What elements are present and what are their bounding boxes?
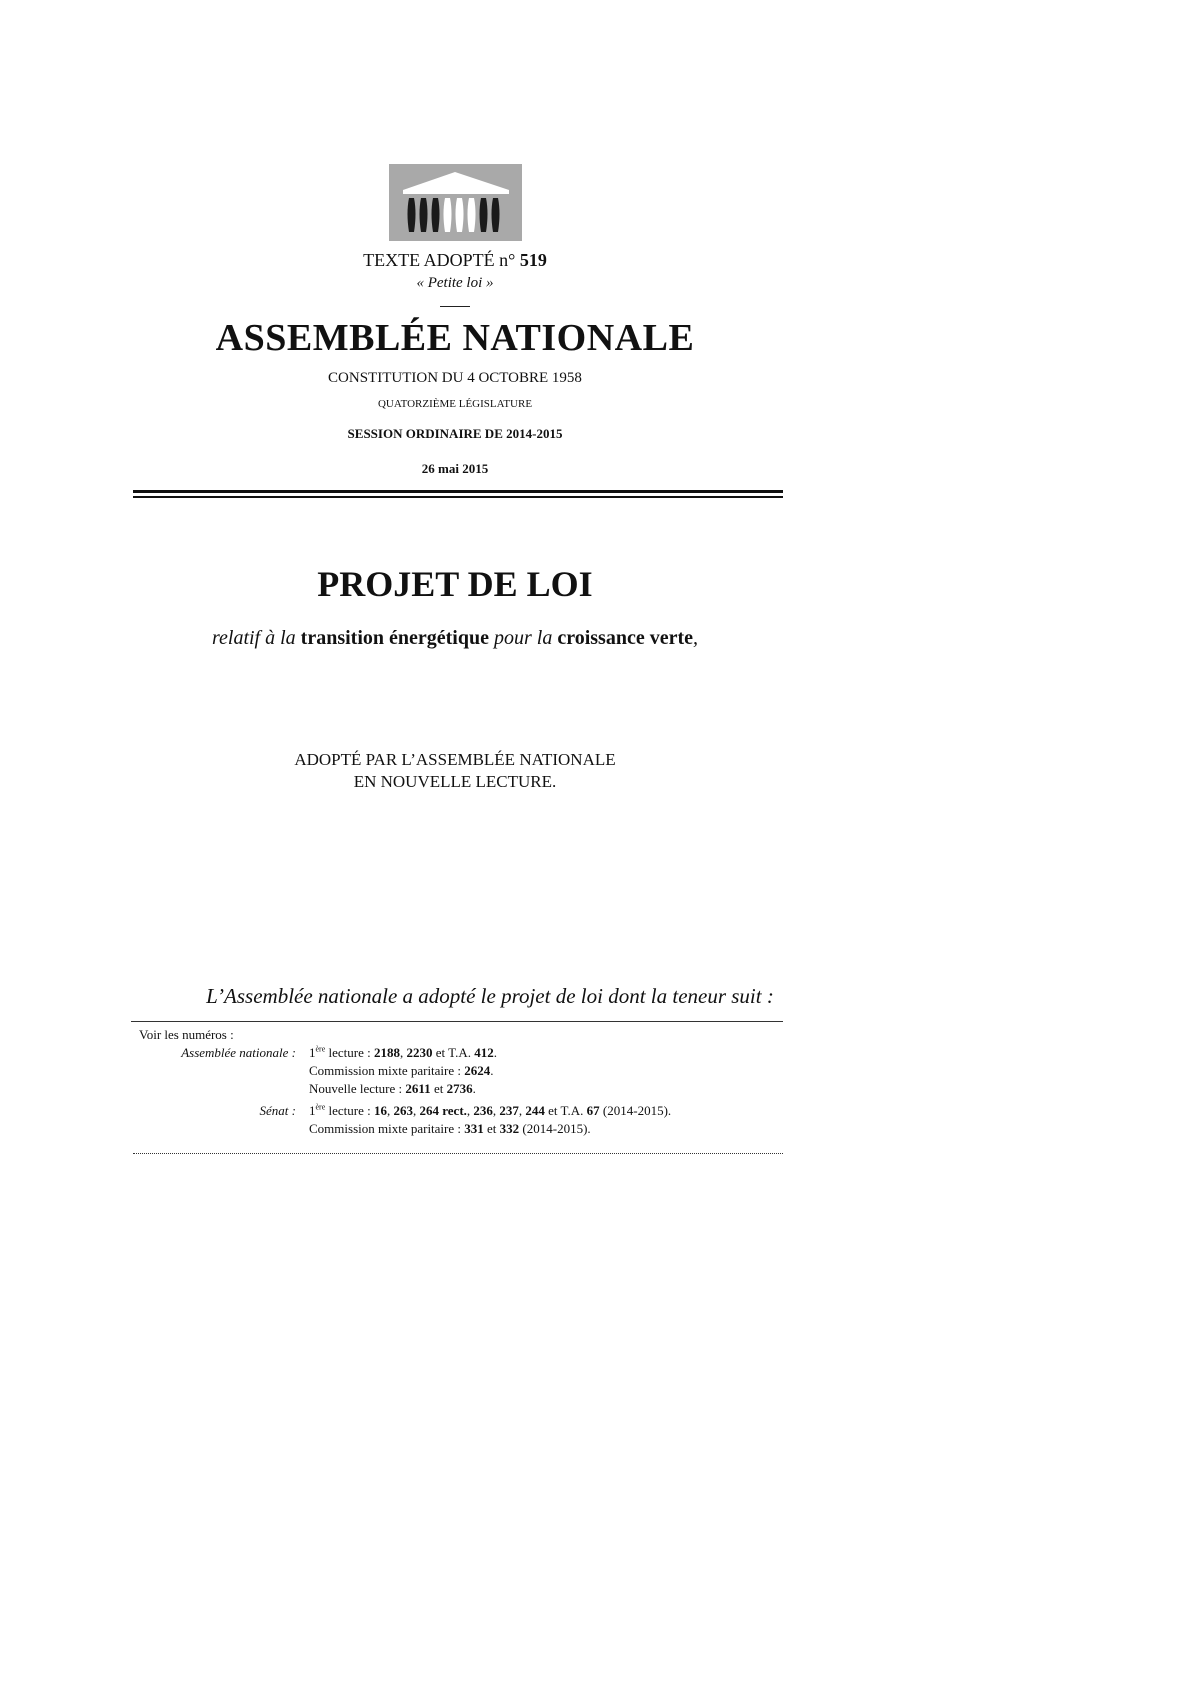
ref-text: Nouvelle lecture : bbox=[309, 1081, 406, 1096]
ref-number: 412 bbox=[474, 1045, 494, 1060]
ref-number: 237 bbox=[499, 1103, 519, 1118]
ref-number: 332 bbox=[499, 1121, 520, 1136]
ref-number: 236 bbox=[473, 1103, 493, 1118]
ref-number: 2736 bbox=[446, 1081, 473, 1096]
ref-text: et T.A. bbox=[544, 1103, 587, 1118]
ref-sup: ère bbox=[315, 1102, 326, 1112]
ref-text: et bbox=[430, 1081, 447, 1096]
ref-text: (2014-2015). bbox=[599, 1103, 672, 1118]
double-rule-top bbox=[133, 490, 783, 493]
reference-line: 1ère lecture : 2188, 2230 et T.A. 412. bbox=[309, 1044, 498, 1060]
document-subtitle bbox=[120, 627, 790, 650]
ref-text: 1 bbox=[309, 1045, 316, 1060]
ref-number: 2611 bbox=[405, 1081, 431, 1096]
preamble: L’Assemblée nationale a adopté le projet de loi dont la teneur suit : bbox=[206, 984, 774, 1008]
ref-text: Commission mixte paritaire : bbox=[309, 1121, 465, 1136]
ref-number: 331 bbox=[464, 1121, 484, 1136]
ref-number: 67 bbox=[586, 1103, 600, 1118]
reference-line: Commission mixte paritaire : 2624. bbox=[309, 1063, 494, 1078]
subtitle-part: transition énergétique bbox=[300, 627, 489, 649]
ref-number: 16 bbox=[374, 1103, 387, 1118]
subtitle-part: croissance verte bbox=[557, 627, 694, 649]
ref-number: 244 bbox=[525, 1103, 545, 1118]
dotted-rule bbox=[133, 1153, 783, 1154]
date-line: 26 mai 2015 bbox=[421, 461, 489, 476]
ref-text: lecture : bbox=[325, 1045, 374, 1060]
ref-text: 1 bbox=[309, 1103, 316, 1118]
adoption-line: ADOPTÉ PAR L’ASSEMBLÉE NATIONALE bbox=[294, 750, 616, 769]
session-line: SESSION ORDINAIRE DE 2014-2015 bbox=[347, 426, 563, 441]
ref-text: lecture : bbox=[325, 1103, 374, 1118]
texte-adopte bbox=[250, 250, 660, 271]
separator-dash bbox=[440, 306, 470, 307]
texte-adopte-number: 519 bbox=[519, 250, 547, 270]
label-senat: Sénat : bbox=[259, 1103, 296, 1118]
subtitle-part: , bbox=[693, 627, 699, 649]
references-rule bbox=[131, 1021, 783, 1022]
petite-loi: « Petite loi » bbox=[416, 275, 494, 291]
ref-text: et bbox=[483, 1121, 500, 1136]
reference-line bbox=[309, 1121, 591, 1137]
adoption-line: EN NOUVELLE LECTURE. bbox=[353, 772, 557, 791]
subtitle-part: pour la bbox=[493, 627, 553, 649]
ref-number: 263 bbox=[393, 1103, 413, 1118]
ref-sup: ère bbox=[315, 1044, 326, 1054]
assemblee-nationale-logo bbox=[389, 164, 522, 241]
double-rule-bottom bbox=[133, 496, 783, 498]
ref-text: (2014-2015). bbox=[519, 1121, 591, 1136]
adoption-statement bbox=[230, 749, 680, 793]
ref-text: Commission mixte paritaire : bbox=[309, 1063, 465, 1078]
reference-line: Nouvelle lecture : 2611 et 2736. bbox=[309, 1081, 476, 1096]
ref-number: 2230 bbox=[406, 1045, 433, 1060]
ref-number: 264 rect. bbox=[419, 1103, 467, 1118]
subtitle-part: relatif à la bbox=[211, 627, 296, 649]
constitution-line: CONSTITUTION DU 4 OCTOBRE 1958 bbox=[328, 370, 582, 386]
texte-adopte-label: TEXTE ADOPTÉ n° bbox=[363, 250, 516, 270]
ref-number: 2188 bbox=[374, 1045, 400, 1060]
document-title: PROJET DE LOI bbox=[317, 564, 593, 604]
ref-number: 2624 bbox=[464, 1063, 491, 1078]
label-assemblee-nationale: Assemblée nationale : bbox=[181, 1045, 296, 1060]
reference-line: 1ère lecture : 16, 263, 264 rect., 236, 237, 244 et T.A. 67 (2014-2015). bbox=[309, 1102, 672, 1118]
assembly-title: ASSEMBLÉE NATIONALE bbox=[215, 317, 695, 359]
references-heading: Voir les numéros : bbox=[139, 1027, 234, 1042]
ref-text: et T.A. bbox=[432, 1045, 475, 1060]
legislature-line: QUATORZIÈME LÉGISLATURE bbox=[377, 398, 533, 410]
